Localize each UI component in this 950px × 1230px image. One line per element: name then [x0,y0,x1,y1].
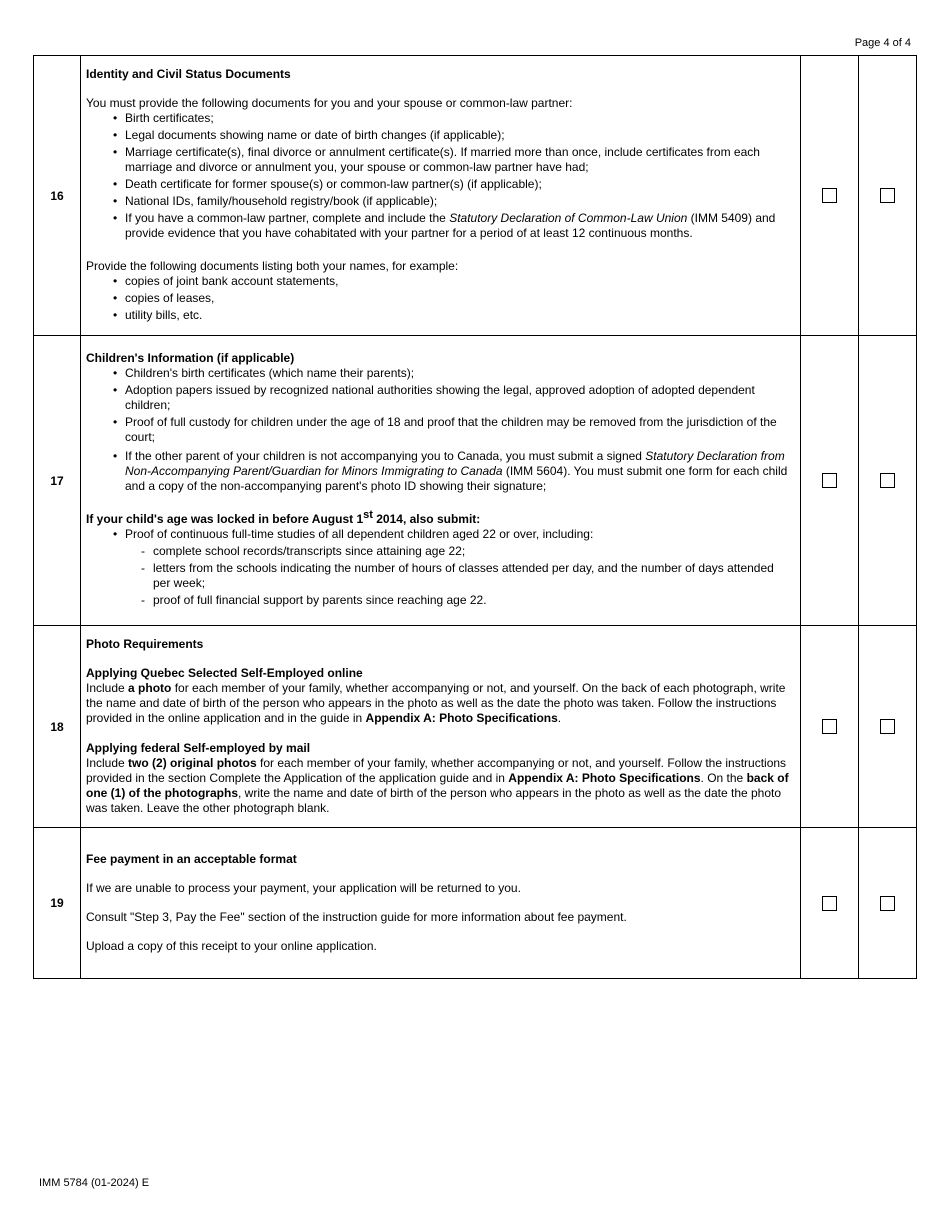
document-list [86,111,794,241]
list-item: • Birth certificates; [86,111,794,126]
checklist-row-16 [34,56,917,336]
checkbox[interactable] [822,473,837,488]
list-item: • Marriage certificate(s), final divorce or annulment certificate(s). If married more than once, include certificates from each marriage and divorce or annulment you, your spouse or common-law partner have had; [86,145,794,175]
section-title: Identity and Civil Status Documents [86,66,291,81]
text: for each member of your family, whether accompanying or not, and yourself. Follow the instructions provided in the section Complete the Application of the application guide and in [86,756,787,785]
example-list [86,274,794,323]
form-title: Statutory Declaration of Common-Law Union [449,210,688,225]
list-item [86,211,794,241]
text: . On the [700,771,747,785]
checkbox[interactable] [822,188,837,203]
checklist-row-19 [34,828,917,979]
text: for each member of your family, whether accompanying or not, and yourself. On the back of each photograph, write the name and date of birth of the person who appears in the photo as well as the date the photo was taken. Follow the instructions provided in the online application and in the guide in [86,681,786,725]
paragraph: Upload a copy of this receipt to your online application. [86,939,377,953]
checkbox-cell [859,626,917,828]
row-content [81,626,801,828]
subsection-title: Applying Quebec Selected Self-Employed online [86,666,363,680]
mail-instructions [86,756,794,816]
bold-text: two (2) original photos [128,756,257,770]
text: If your child's age was locked in before August 1 [86,512,364,526]
list-item [86,449,794,494]
row-content [81,828,801,979]
ordinal-suffix: st [363,509,373,521]
text: Include [86,681,129,695]
list-item: • Proof of full custody for children under the age of 18 and proof that the children may be removed from the jurisdiction of the court; [86,415,794,445]
list-item: • utility bills, etc. [86,308,794,323]
row-content [81,56,801,336]
row-number: 17 [34,336,81,626]
list-item: • National IDs, family/household registry/book (if applicable); [86,194,794,209]
checklist-row-18 [34,626,917,828]
list-item [86,527,794,608]
online-instructions [86,681,794,726]
bold-text: Appendix A: Photo Specifications [365,711,558,725]
text: If the other parent of your children is not accompanying you to Canada, you must submit a signed [125,449,646,463]
form-title: Statutory Declaration from Non-Accompanying Parent/Guardian for Minors Immigrating to Canada [125,449,785,478]
checkbox-cell [859,56,917,336]
list-item: • Children's birth certificates (which name their parents); [86,366,794,381]
checkbox-cell [801,828,859,979]
section-intro: Provide the following documents listing both your names, for example: [86,258,459,273]
row-number: 19 [34,828,81,979]
text: . [557,711,562,725]
subsection-title: Applying federal Self-employed by mail [86,741,311,755]
text: Proof of continuous full-time studies of all dependent children aged 22 or over, including: [125,527,594,541]
section-title: Photo Requirements [86,637,204,651]
section-title: Children's Information (if applicable) [86,351,295,365]
form-identifier: IMM 5784 (01-2024) E [39,1177,150,1189]
section-intro: You must provide the following documents for you and your spouse or common-law partner: [86,95,573,110]
checkbox[interactable] [880,188,895,203]
text: (IMM 5604). You must submit one form for each child and a copy of the non-accompanying parent's photo ID showing their signature; [125,464,788,493]
text: If you have a common-law partner, complete and include the [125,210,450,225]
paragraph: Consult "Step 3, Pay the Fee" section of the instruction guide for more information about fee payment. [86,910,627,924]
checkbox[interactable] [822,719,837,734]
list-item: • Death certificate for former spouse(s) or common-law partner(s) (if applicable); [86,177,794,192]
text: Include [86,756,129,770]
row-number: 16 [34,56,81,336]
locked-age-heading [86,509,794,527]
sub-list-item: - complete school records/transcripts since attaining age 22; [125,544,794,559]
checkbox-cell [859,336,917,626]
sub-list-item: - letters from the schools indicating the number of hours of classes attended per day, and the number of days attended per week; [125,561,794,591]
bold-text: Appendix A: Photo Specifications [508,771,701,785]
checkbox-cell [801,626,859,828]
checkbox[interactable] [822,896,837,911]
text: 2014, also submit: [372,512,481,526]
proof-list [86,527,794,608]
sub-list [125,544,794,608]
checkbox-cell [801,56,859,336]
checkbox-cell [801,336,859,626]
section-title: Fee payment in an acceptable format [86,852,297,866]
list-item: • copies of leases, [86,291,794,306]
checkbox[interactable] [880,896,895,911]
page-number: Page 4 of 4 [854,37,911,49]
document-list [86,366,794,494]
list-item: • Adoption papers issued by recognized national authorities showing the legal, approved adoption of adopted dependent children; [86,383,794,413]
list-item: • copies of joint bank account statements, [86,274,794,289]
document-checklist-table [33,55,917,979]
checkbox[interactable] [880,719,895,734]
checkbox[interactable] [880,473,895,488]
checkbox-cell [859,828,917,979]
list-item: • Legal documents showing name or date of birth changes (if applicable); [86,128,794,143]
text: (IMM 5409) and provide evidence that you have cohabitated with your partner for a period of at least 12 continuous months. [125,210,776,240]
bold-text: a photo [128,681,172,695]
row-content [81,336,801,626]
text: , write the name and date of birth of the person who appears in the photo as well as the date the photo was taken. Leave the other photograph blank. [86,786,782,815]
bold-text: back of one (1) of the photographs [86,771,789,800]
sub-list-item: - proof of full financial support by parents since reaching age 22. [125,593,794,608]
checklist-row-17 [34,336,917,626]
row-number: 18 [34,626,81,828]
paragraph: If we are unable to process your payment, your application will be returned to you. [86,881,521,895]
